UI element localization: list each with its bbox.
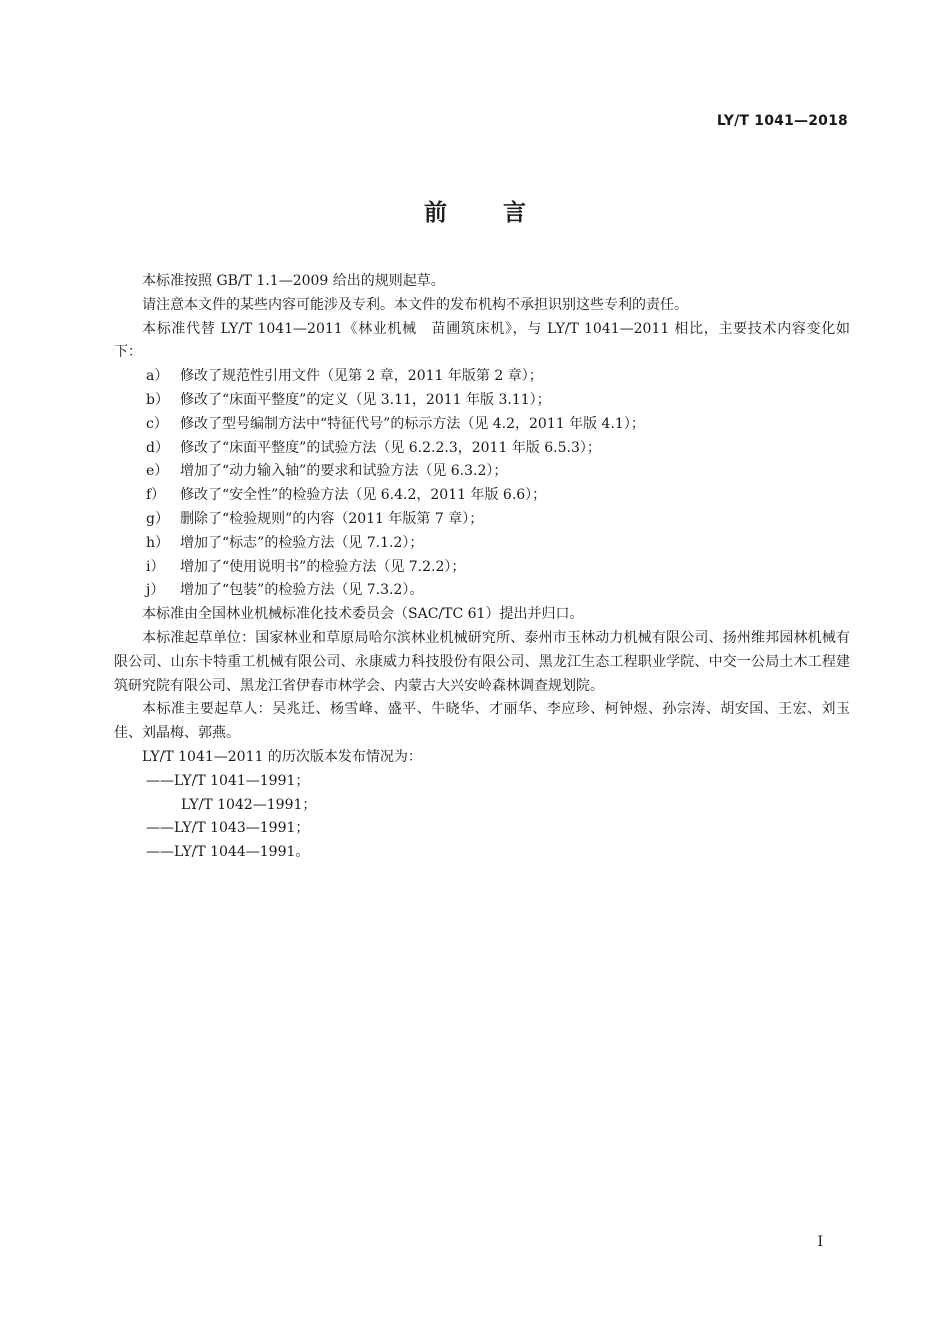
list-item-text: 增加了“包装”的检验方法（见 7.3.2）。 bbox=[180, 582, 424, 599]
history-item: LY/T 1042—1991； bbox=[181, 796, 317, 813]
paragraph-drafters: 本标准主要起草人：吴兆迁、杨雪峰、盛平、牛晓华、才丽华、李应珍、柯钟煜、孙宗涛、胡安国、王宏、刘玉佳、刘晶梅、郭燕。 bbox=[114, 701, 850, 742]
list-item bbox=[114, 484, 850, 508]
list-item-text: 修改了“床面平整度”的试验方法（见 6.2.2.3，2011 年版 6.5.3）； bbox=[180, 439, 601, 456]
list-item bbox=[114, 460, 850, 484]
list-item bbox=[114, 389, 850, 413]
paragraph-proposed-by: 本标准由全国林业机械标准化技术委员会（SAC/TC 61）提出并归口。 bbox=[142, 606, 584, 623]
paragraph-replacement: 本标准代替 LY/T 1041—2011《林业机械 苗圃筑床机》，与 LY/T 1041—2011 相比，主要技术内容变化如下： bbox=[114, 320, 850, 361]
foreword-body bbox=[114, 270, 850, 865]
list-item-text: 修改了型号编制方法中“特征代号”的标示方法（见 4.2，2011 年版 4.1）； bbox=[180, 415, 645, 432]
list-item-label: i） bbox=[146, 558, 165, 575]
list-item bbox=[114, 437, 850, 461]
paragraph-patent-notice: 请注意本文件的某些内容可能涉及专利。本文件的发布机构不承担识别这些专利的责任。 bbox=[142, 296, 688, 313]
list-item bbox=[114, 532, 850, 556]
list-item bbox=[114, 413, 850, 437]
page-number: I bbox=[817, 1234, 823, 1250]
list-item-text: 增加了“动力输入轴”的要求和试验方法（见 6.3.2）； bbox=[180, 463, 508, 480]
list-item-text: 增加了“使用说明书”的检验方法（见 7.2.2）； bbox=[180, 558, 466, 575]
page-title: 前言 bbox=[424, 200, 582, 226]
list-item bbox=[114, 508, 850, 532]
paragraph-drafting-rules: 本标准按照 GB/T 1.1—2009 给出的规则起草。 bbox=[142, 273, 445, 289]
paragraph-drafting-units: 本标准起草单位：国家林业和草原局哈尔滨林业机械研究所、泰州市玉林动力机械有限公司、扬州维邦园林机械有限公司、山东卡特重工机械有限公司、永康威力科技股份有限公司、黑龙江生态工程职业学院、中交一公局土木工程建筑研究院有限公司、黑龙江省伊春市林学会、内蒙古大兴安岭森林调查规划院。 bbox=[114, 629, 850, 694]
list-item-label: d） bbox=[146, 439, 169, 456]
list-item-label: h） bbox=[146, 534, 170, 551]
list-item-text: 修改了规范性引用文件（见第 2 章，2011 年版第 2 章）； bbox=[180, 368, 543, 385]
list-item-text: 修改了“床面平整度”的定义（见 3.11，2011 年版 3.11）； bbox=[180, 391, 551, 408]
history-item: ——LY/T 1043—1991； bbox=[146, 820, 310, 837]
list-item-label: e） bbox=[146, 463, 169, 480]
list-item-text: 增加了“标志”的检验方法（见 7.1.2）； bbox=[180, 534, 424, 551]
history-item: ——LY/T 1041—1991； bbox=[146, 772, 310, 789]
list-item-text: 删除了“检验规则”的内容（2011 年版第 7 章）； bbox=[180, 510, 484, 527]
list-item-label: j） bbox=[146, 582, 165, 599]
paragraph-history-intro: LY/T 1041—2011 的历次版本发布情况为： bbox=[142, 748, 422, 765]
list-item-label: a） bbox=[146, 368, 169, 385]
list-item bbox=[114, 365, 850, 389]
list-item-label: f） bbox=[146, 487, 166, 504]
list-item bbox=[114, 556, 850, 580]
history-item: ——LY/T 1044—1991。 bbox=[146, 844, 310, 861]
standard-code: LY/T 1041—2018 bbox=[716, 113, 848, 129]
changes-list bbox=[114, 365, 850, 603]
list-item-label: b） bbox=[146, 391, 169, 408]
list-item-label: c） bbox=[146, 415, 168, 432]
list-item-label: g） bbox=[146, 510, 169, 527]
list-item-text: 修改了“安全性”的检验方法（见 6.4.2，2011 年版 6.6）； bbox=[180, 487, 547, 504]
history-list bbox=[114, 770, 850, 865]
list-item bbox=[114, 579, 850, 603]
